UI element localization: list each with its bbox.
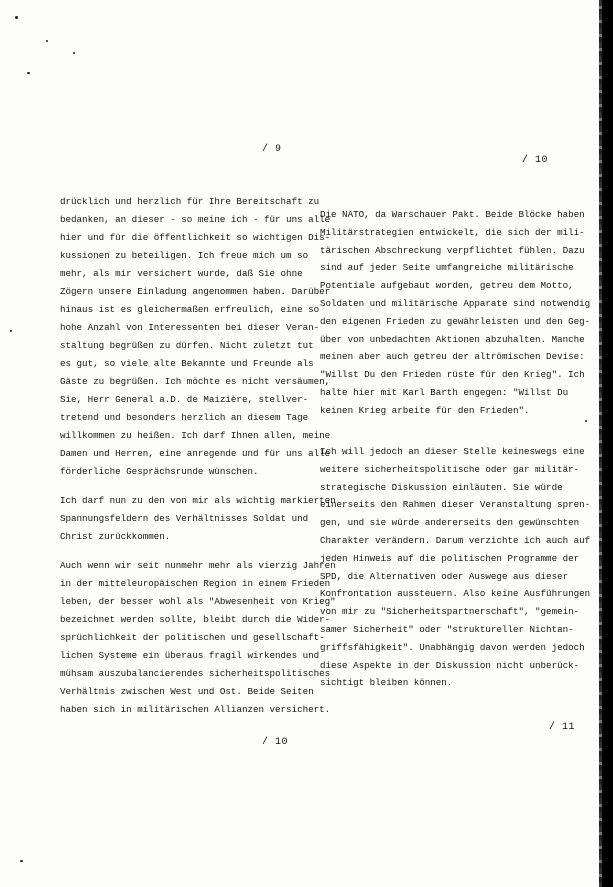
text-line: hinaus ist es gleichermaßen erfreulich, eine so [60,304,320,315]
text-line: kussionen zu beteiligen. Ich freue mich um so [60,250,309,261]
right-paragraph-1 [320,206,590,420]
text-line: haben sich in militärischen Allianzen versichert. [60,704,331,715]
scan-speck [46,40,48,42]
text-line: tretend und besonders herzlich an diesem Tage [60,412,309,423]
text-line: willkommen zu heißen. Ich darf Ihnen allen, meine [60,430,331,441]
text-line: Auch wenn wir seit nunmehr mehr als vierzig Jahren [60,560,336,571]
text-line: Militärstrategien entwickelt, die sich der mili- [320,226,585,238]
text-line: halte hier mit Karl Barth engegen: "Willst Du [320,386,569,398]
text-line: bedanken, an dieser - so meine ich - für uns alle [60,214,331,225]
text-line: diese Aspekte in der Diskussion nicht unberück- [320,659,580,671]
text-line: es gut, so viele alte Bekannte und Freunde als [60,358,314,369]
scan-speck [15,16,18,19]
scan-speck [20,860,23,862]
scan-speck [73,52,75,54]
text-line: griffsfähigkeit". Unabhängig davon werden jedoch [320,641,585,653]
text-line: einerseits den Rahmen dieser Veranstaltung spren- [320,499,591,511]
text-line: jeden Hinweis auf die politischen Programme der [320,552,580,564]
scan-border-right [602,0,613,887]
text-line: Sie, Herr General a.D. de Maizière, stellver- [60,394,309,405]
text-line: Charakter verändern. Darum verzichte ich auch auf [320,534,591,546]
text-line: den eigenen Frieden zu gewährleisten und den Geg- [320,315,591,327]
page-marker-top-right: / 10 [522,155,549,166]
scan-speck [585,420,587,422]
text-line: Spannungsfeldern des Verhältnisses Soldat und [60,513,309,524]
text-line: leben, der besser wohl als "Abwesenheit von Krieg" [60,596,336,607]
text-line: mühsam auszubalancierendes sicherheitspolitisches [60,668,331,679]
text-line: drücklich und herzlich für Ihre Bereitschaft zu [60,196,320,207]
text-line: sind auf jeder Seite umfangreiche militärische [320,262,574,274]
text-line: hier und für die öffentlichkeit so wichtigen Dis- [60,232,331,243]
text-line: förderliche Gesprächsrunde wünschen. [60,466,259,477]
page-marker-top-center: / 9 [262,144,282,155]
scan-speck [10,330,12,332]
text-line: Zögern unsere Einladung angenommen haben. Darüber [60,286,331,297]
scan-border-edge [599,0,602,887]
scan-speck [27,72,30,74]
text-line: tärischen Abschreckung verpflichtet fühlen. Dazu [320,244,585,256]
text-line: Gäste zu begrüßen. Ich möchte es nicht versäumen, [60,376,331,387]
text-line: bezeichnet werden sollte, bleibt durch die Wider- [60,614,331,625]
text-line: in der mitteleuropäischen Region in einem Frieden [60,578,331,589]
text-line: Ich darf nun zu den von mir als wichtig markierten [60,495,336,506]
text-line: keinen Krieg arbeite für den Frieden". [320,404,530,416]
text-line: Die NATO, da Warschauer Pakt. Beide Blöcke haben [320,209,585,220]
page-marker-bottom-center: / 10 [262,737,289,748]
text-line: meinen aber auch getreu der altrömischen Devise: [320,351,585,363]
text-line: Potentiale aufgebaut worden, getreu dem Motto, [320,280,574,292]
text-line: Christ zurückkommen. [60,531,171,542]
text-line: Konfrontation aussteuern. Also keine Ausführungen [320,588,591,600]
text-line: sichtigt bleiben können. [320,677,453,689]
text-line: samer Sicherheit" oder "struktureller Nichtan- [320,623,574,635]
left-paragraph-3 [60,557,336,719]
text-line: Verhältnis zwischen West und Ost. Beide Seiten [60,686,314,697]
text-line: Damen und Herren, eine anregende und für uns alle [60,448,331,459]
text-line: weitere sicherheitspolitische oder gar militär- [320,463,580,475]
text-line: Ich will jedoch an dieser Stelle keineswegs eine [320,446,585,457]
text-line: gen, und sie würde andererseits den gewünschten [320,517,580,529]
text-line: von mir zu "Sicherheitspartnerschaft", "gemein- [320,606,580,618]
text-line: SPD, die Alternativen oder Auswege aus dieser [320,570,569,582]
text-line: mehr, als mir versichert wurde, daß Sie ohne [60,268,303,279]
text-line: lichen Systeme ein überaus fragil wirkendes und [60,650,320,661]
page-marker-bottom-right: / 11 [549,722,576,733]
text-line: hohe Anzahl von Interessenten bei dieser Veran- [60,322,320,333]
text-line: strategische Diskussion einläuten. Sie würde [320,481,563,493]
text-line: Soldaten und militärische Apparate sind notwendig [320,297,591,309]
left-paragraph-2 [60,492,336,546]
text-line: staltung begrüßen zu dürfen. Nicht zuletzt tut [60,340,314,351]
text-line: "Willst Du den Frieden rüste für den Krieg". Ich [320,369,585,381]
text-line: sprüchlichkeit der politischen und gesellschaft- [60,632,325,643]
right-paragraph-2 [320,443,590,692]
text-line: über von unbedachten Aktionen abzuhalten. Manche [320,333,585,345]
left-paragraph-1 [60,193,330,481]
